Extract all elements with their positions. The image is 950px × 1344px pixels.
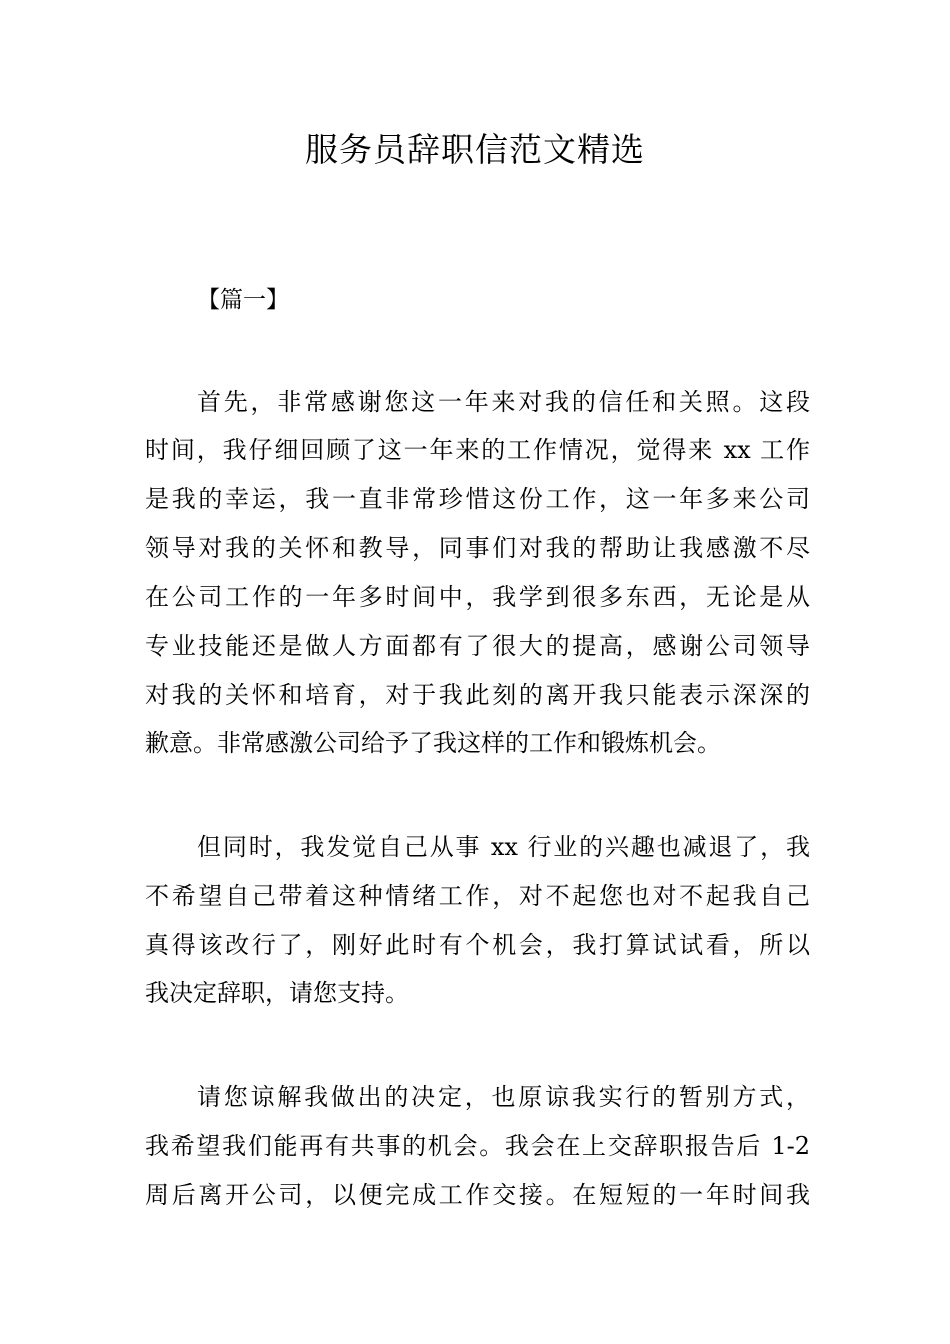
paragraph-1-line-8: 歉意。非常感激公司给予了我这样的工作和锻炼机会。 bbox=[145, 729, 721, 757]
paragraph-3-line-2: 我希望我们能再有共事的机会。我会在上交辞职报告后 1-2 bbox=[145, 1132, 810, 1160]
paragraph-1-line-3: 是我的幸运，我一直非常珍惜这份工作，这一年多来公司 bbox=[145, 485, 810, 513]
paragraph-3-line-3: 周后离开公司，以便完成工作交接。在短短的一年时间我 bbox=[145, 1181, 810, 1209]
paragraph-2-line-1: 但同时，我发觉自己从事 xx 行业的兴趣也减退了，我 bbox=[197, 833, 810, 861]
paragraph-2-line-4: 我决定辞职，请您支持。 bbox=[145, 979, 409, 1007]
paragraph-1-line-7: 对我的关怀和培育，对于我此刻的离开我只能表示深深的 bbox=[145, 681, 810, 709]
paragraph-1-line-4: 领导对我的关怀和教导，同事们对我的帮助让我感激不尽 bbox=[145, 534, 810, 562]
document-title: 服务员辞职信范文精选 bbox=[305, 130, 645, 169]
paragraph-1-line-6: 专业技能还是做人方面都有了很大的提高，感谢公司领导 bbox=[145, 632, 810, 660]
section-heading: 【篇一】 bbox=[197, 287, 289, 313]
paragraph-2-line-2: 不希望自己带着这种情绪工作，对不起您也对不起我自己 bbox=[145, 882, 810, 910]
paragraph-2-line-3: 真得该改行了，刚好此时有个机会，我打算试试看，所以 bbox=[145, 931, 810, 959]
paragraph-1-line-1: 首先，非常感谢您这一年来对我的信任和关照。这段 bbox=[197, 388, 810, 416]
paragraph-1-line-2: 时间，我仔细回顾了这一年来的工作情况，觉得来 xx 工作 bbox=[145, 436, 810, 464]
paragraph-1-line-5: 在公司工作的一年多时间中，我学到很多东西，无论是从 bbox=[145, 583, 810, 611]
paragraph-3-line-1: 请您谅解我做出的决定，也原谅我实行的暂别方式， bbox=[197, 1083, 810, 1111]
